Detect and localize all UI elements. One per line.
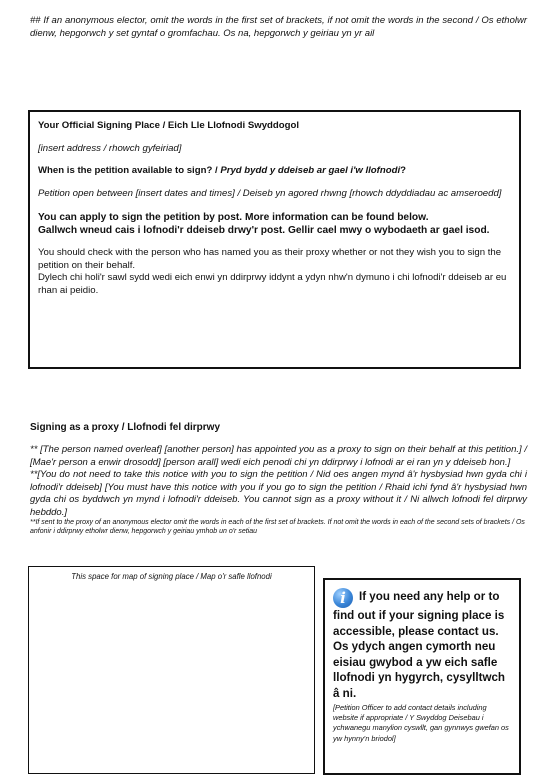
help-contact-text: i If you need any help or to find out if your signing place is accessible, please contact us. Os ydych angen cymorth neu eisiau gwybod a yw eich safle llofnodi yn hygyrch, cysylltwch â ni. <box>333 589 506 700</box>
petition-open-dates: Petition open between [insert dates and times] / Deiseb yn agored rhwng [rhowch ddyddiadau ac amseroedd] <box>38 187 502 199</box>
proxy-omit-note: **If sent to the proxy of an anonymous elector omit the words in each of the first set of brackets. If not omit the words in each of the second sets of brackets / Os anfonir i ddirprwy etholwr dienw, hepgorwch y geiriau ymhob un o'r setiau <box>30 519 525 536</box>
info-icon: i <box>333 588 353 608</box>
proxy-notice-text: **[You do not need to take this notice with you to sign the petition / Nid oes angen mynd â'r hysbysiad hwn gyda chi i lofnodi'r ddeiseb] [You must have this notice with you if you go to sign the petition / Rhaid ichi fynd â'r hysbysiad hwn gyda chi os byddwch yn mynd i lofnodi'r ddeiseb. You cannot sign as a proxy without it / Ni allwch lofnodi fel dirprwy hebddo.] <box>30 469 527 518</box>
address-placeholder: [insert address / rhowch gyfeiriad] <box>38 142 182 154</box>
petition-officer-note: [Petition Officer to add contact details including website if appropriate / Y Swyddog Deisebau i ychwanegu manylion cyswllt, gan gynnwys gwefan os yw hynny'n briodol] <box>333 702 509 743</box>
proxy-section-body <box>30 444 527 520</box>
proxy-check-info: You should check with the person who has named you as their proxy whether or not they wish you to sign the petition on their behalf. Dylech chi holi'r sawl sydd wedi eich enwi yn ddirprwy iddynt a ydyn nhw'n dymuno i chi lofnodi'r ddeiseb ar eu rhan ai peidio. <box>38 247 507 296</box>
signing-place-box <box>28 110 521 369</box>
map-placeholder-label: This space for map of signing place / Map o'r safle llofnodi <box>71 572 272 581</box>
availability-question: When is the petition available to sign? / Pryd bydd y ddeiseb ar gael i'w llofnodi? <box>38 165 406 176</box>
proxy-section-title: Signing as a proxy / Llofnodi fel dirprwy <box>30 422 221 433</box>
signing-place-heading: Your Official Signing Place / Eich Lle Llofnodi Swyddogol <box>38 120 300 131</box>
postal-signing-info: You can apply to sign the petition by post. More information can be found below. Gallwch wneud cais i lofnodi'r ddeiseb drwy'r post. Gellir cael mwy o wybodaeth ar gael isod. <box>38 212 490 236</box>
map-placeholder-box <box>28 566 315 774</box>
proxy-appointment-text: ** [The person named overleaf] [another person] has appointed you as a proxy to sign on their behalf at this petition.] / [Mae'r person a enwir drosodd] [person arall] wedi eich penodi chi yn ddirprwy i lofnodi ar ei ran yn y ddeiseb hon.] <box>30 444 527 468</box>
anonymous-elector-note: ## If an anonymous elector, omit the words in the first set of brackets, if not omit the words in the second / Os etholwr dienw, hepgorwch y set gyntaf o gromfachau. Os na, hepgorwch y geiriau yn yr ail <box>30 15 527 39</box>
help-contact-box <box>323 578 521 775</box>
